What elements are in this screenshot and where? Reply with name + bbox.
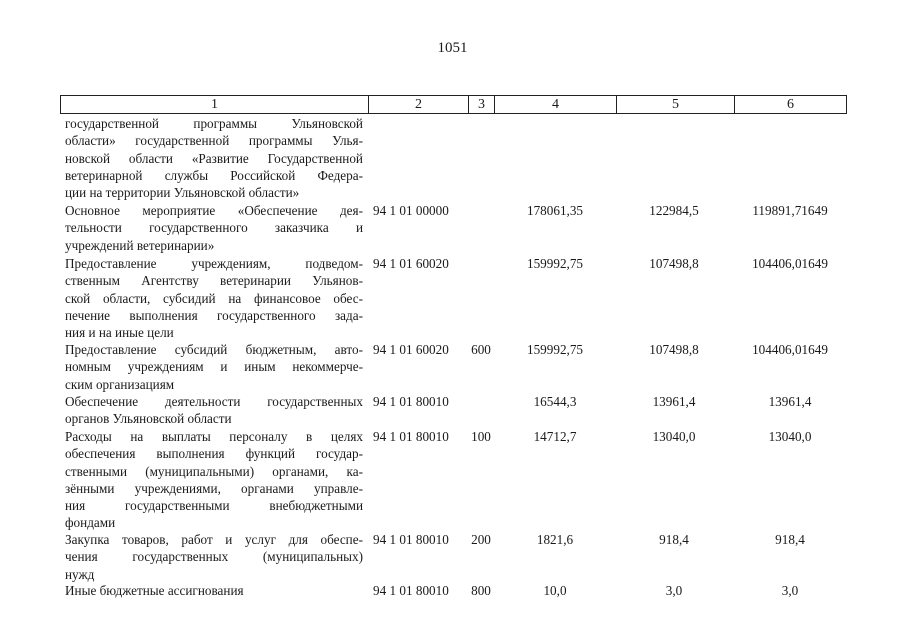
row-value-col6: 119891,71649	[752, 203, 828, 218]
page-number: 1051	[437, 40, 468, 56]
row-value-col6: 13040,0	[768, 429, 812, 444]
header-col-5: 5	[616, 96, 734, 113]
row-code: 94 1 01 80010	[373, 532, 449, 547]
row-value-col5: 13040,0	[652, 429, 696, 444]
header-col-6: 6	[734, 96, 846, 113]
row-value-col5: 122984,5	[649, 203, 699, 218]
row-description	[65, 255, 363, 341]
description-line: номным учреждениям и иным некоммерче-	[65, 359, 363, 375]
row-expense-type: 800	[471, 583, 491, 598]
row-value-col6: 13961,4	[768, 394, 812, 409]
row-code: 94 1 01 80010	[373, 583, 449, 598]
description-line: зёнными учреждениями, органами управле-	[65, 480, 363, 496]
description-line: ния государственными внебюджетными	[65, 498, 363, 514]
row-value-col6: 104406,01649	[752, 342, 828, 357]
description-line: Предоставление учреждениям, подведом-	[65, 256, 363, 271]
row-expense-type: 200	[471, 532, 491, 547]
header-col-3: 3	[468, 96, 494, 113]
row-value-col4: 16544,3	[533, 394, 577, 409]
description-line: ской области, субсидий на финансовое обес-	[65, 290, 363, 306]
row-value-col6: 918,4	[775, 532, 805, 547]
description-line: Иные бюджетные ассигнования	[65, 583, 244, 598]
row-description	[65, 428, 363, 532]
row-description	[65, 393, 363, 428]
header-col-2: 2	[368, 96, 468, 113]
description-line: ским организациям	[65, 376, 175, 392]
row-value-col6: 3,0	[781, 583, 799, 598]
row-value-col5: 13961,4	[652, 394, 696, 409]
description-line: ственными (муниципальными) органами, ка-	[65, 463, 363, 479]
row-description	[65, 202, 363, 254]
row-expense-type: 100	[471, 429, 491, 444]
row-value-col4: 159992,75	[526, 256, 584, 271]
row-value-col5: 918,4	[659, 532, 689, 547]
description-line: Расходы на выплаты персоналу в целях	[65, 429, 363, 444]
row-code: 94 1 01 60020	[373, 342, 449, 357]
row-value-col4: 10,0	[543, 583, 567, 598]
row-expense-type: 600	[471, 342, 491, 357]
description-line: ния и на иные цели	[65, 325, 174, 341]
row-value-col4: 178061,35	[526, 203, 584, 218]
row-value-col5: 3,0	[665, 583, 683, 598]
description-line: нужд	[65, 566, 95, 582]
row-description	[65, 341, 363, 393]
row-code: 94 1 01 80010	[373, 394, 449, 409]
description-line: тельности государственного заказчика и	[65, 220, 363, 236]
description-line: обеспечения выполнения функций государ-	[65, 446, 363, 462]
row-value-col6: 104406,01649	[752, 256, 828, 271]
header-col-4: 4	[494, 96, 616, 113]
description-line: Закупка товаров, работ и услуг для обеспе-	[65, 532, 363, 547]
row-value-col4: 1821,6	[536, 532, 574, 547]
description-line: ственным Агентству ветеринарии Ульянов-	[65, 273, 363, 289]
header-col-1: 1	[211, 97, 218, 112]
table-header	[60, 95, 847, 114]
description-line: чения государственных (муниципальных)	[65, 549, 363, 565]
row-value-col5: 107498,8	[649, 256, 699, 271]
description-line: Предоставление субсидий бюджетным, авто-	[65, 342, 363, 357]
row-value-col4: 14712,7	[533, 429, 577, 444]
row-description	[65, 582, 363, 599]
row-description	[65, 531, 363, 583]
description-line: учреждений ветеринарии»	[65, 237, 215, 253]
description-line: Основное мероприятие «Обеспечение дея-	[65, 203, 363, 218]
row-code: 94 1 01 00000	[373, 203, 449, 218]
description-line: новской области «Развитие Государственной	[65, 150, 363, 166]
description-line: государственной программы Ульяновской	[65, 116, 363, 131]
description-line: органов Ульяновской области	[65, 411, 232, 427]
row-description	[65, 115, 363, 201]
row-code: 94 1 01 80010	[373, 429, 449, 444]
description-line: печение выполнения государственного зада-	[65, 307, 363, 323]
row-code: 94 1 01 60020	[373, 256, 449, 271]
row-value-col4: 159992,75	[526, 342, 584, 357]
description-line: области» государственной программы Улья-	[65, 133, 363, 149]
row-value-col5: 107498,8	[649, 342, 699, 357]
description-line: ции на территории Ульяновской области»	[65, 185, 300, 201]
description-line: фондами	[65, 515, 116, 531]
description-line: ветеринарной службы Российской Федера-	[65, 167, 363, 183]
description-line: Обеспечение деятельности государственных	[65, 394, 363, 409]
